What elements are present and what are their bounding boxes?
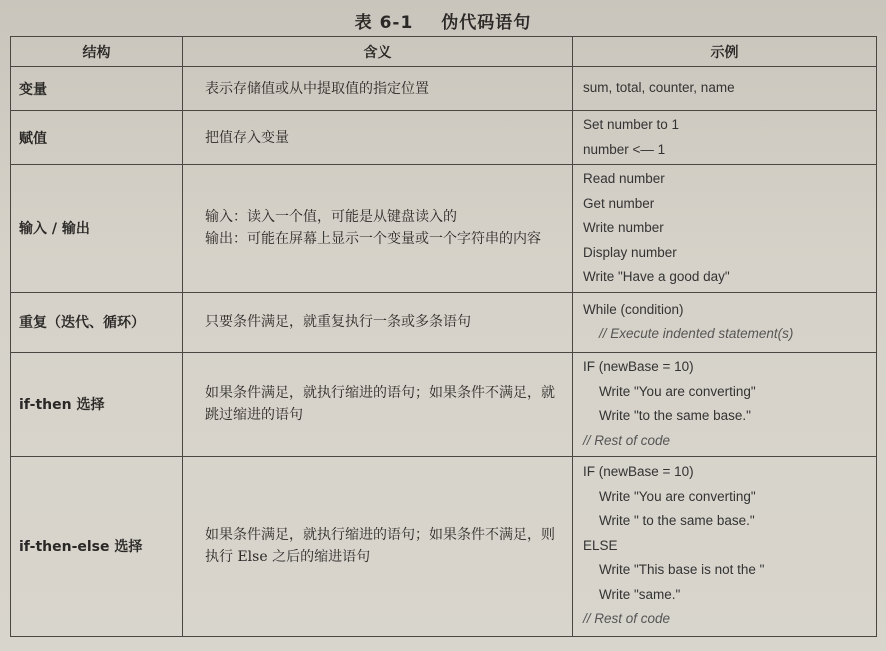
meaning-text: 输出：可能在屏幕上显示一个变量或一个字符串的内容 — [205, 231, 541, 248]
example-cell — [573, 111, 877, 165]
table-row — [11, 165, 877, 293]
meaning-text: 表示存储值或从中提取值的指定位置 — [205, 80, 429, 97]
example-line: While (condition) — [583, 301, 684, 317]
table-title: 伪代码语句 — [441, 13, 532, 33]
meaning-cell — [183, 292, 573, 352]
table-row — [11, 67, 877, 111]
table-number: 表 6-1 — [354, 13, 414, 33]
example-line: IF (newBase = 10) — [583, 464, 694, 480]
example-cell — [573, 456, 877, 636]
meaning-text: 如果条件满足，就执行缩进的语句；如果条件不满足，则执行 Else 之后的缩进语句 — [205, 527, 555, 565]
structure-cell: 输入 / 输出 — [11, 165, 183, 293]
table-row — [11, 111, 877, 165]
header-meaning: 含义 — [183, 37, 573, 67]
example-cell — [573, 352, 877, 456]
example-line: Write number — [583, 220, 664, 235]
example-line: Write "You are converting" — [599, 488, 756, 504]
example-line: Read number — [583, 171, 665, 186]
meaning-text: 如果条件满足，就执行缩进的语句；如果条件不满足，就跳过缩进的语句 — [205, 385, 555, 423]
header-structure: 结构 — [11, 37, 183, 67]
example-comment: // Rest of code — [583, 611, 671, 627]
example-line: Write "to the same base." — [599, 408, 751, 423]
example-line: Display number — [583, 244, 677, 260]
example-cell — [573, 165, 877, 293]
structure-cell: 赋值 — [11, 111, 183, 165]
structure-cell: 变量 — [11, 67, 183, 111]
table-row — [11, 352, 877, 456]
example-line: Set number to 1 — [583, 117, 680, 132]
meaning-cell — [183, 165, 573, 293]
example-line: Get number — [583, 195, 655, 211]
example-cell — [573, 67, 877, 111]
table-caption — [0, 8, 886, 33]
pseudocode-table — [10, 36, 877, 637]
example-line: Write "This base is not the " — [599, 562, 765, 578]
structure-cell: 重复（迭代、循环） — [11, 292, 183, 352]
example-comment: // Rest of code — [583, 432, 671, 448]
meaning-cell — [183, 456, 573, 636]
example-line: Write "same." — [599, 586, 681, 602]
meaning-text: 只要条件满足，就重复执行一条或多条语句 — [205, 314, 471, 330]
structure-cell: if-then 选择 — [11, 352, 183, 456]
example-line: Write "Have a good day" — [583, 269, 730, 284]
example-line: sum, total, counter, name — [583, 80, 735, 96]
example-cell — [573, 292, 877, 352]
meaning-cell — [183, 67, 573, 111]
meaning-cell — [183, 111, 573, 165]
header-row — [11, 37, 877, 67]
example-line: number <— 1 — [583, 141, 666, 157]
header-example: 示例 — [573, 37, 877, 67]
meaning-cell — [183, 352, 573, 456]
table-row — [11, 292, 877, 352]
structure-cell: if-then-else 选择 — [11, 456, 183, 636]
example-line: IF (newBase = 10) — [583, 359, 694, 374]
meaning-text: 把值存入变量 — [205, 129, 289, 146]
example-line: ELSE — [583, 537, 618, 553]
example-line: Write " to the same base." — [599, 513, 755, 529]
table-row — [11, 456, 877, 636]
meaning-text: 输入：读入一个值，可能是从键盘读入的 — [205, 209, 457, 226]
example-comment: // Execute indented statement(s) — [599, 326, 794, 341]
example-line: Write "You are converting" — [599, 383, 756, 399]
